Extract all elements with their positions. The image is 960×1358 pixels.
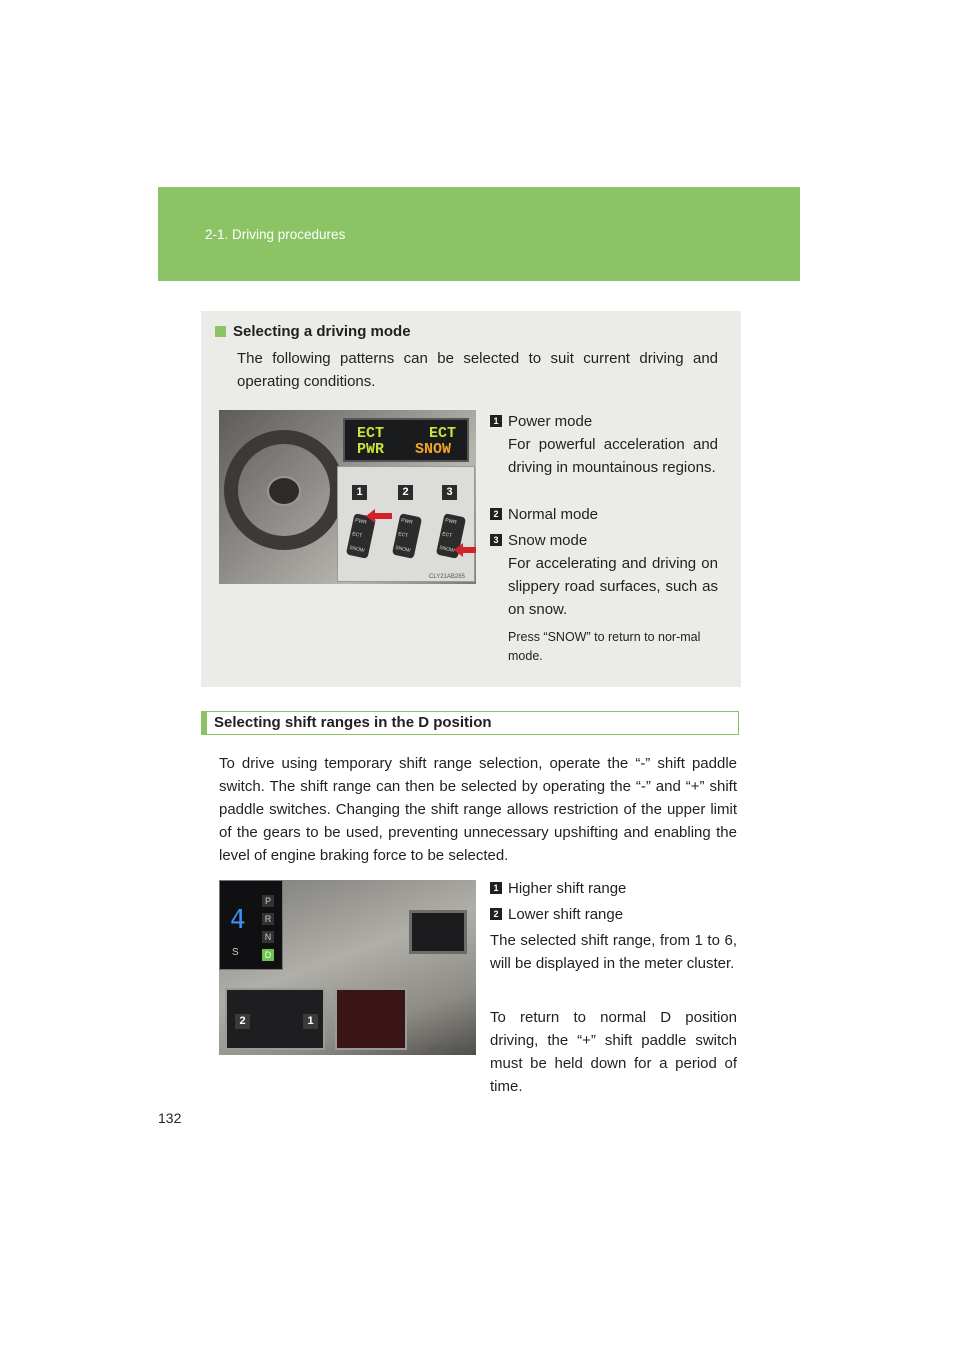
square-bullet-icon <box>215 326 226 337</box>
ect-display-inset <box>343 418 469 462</box>
shift-item-title: Higher shift range <box>508 880 627 897</box>
mode-switch-3: PWR ECT SNOW <box>436 513 466 559</box>
mode-item-power <box>493 410 718 479</box>
mode-item-normal <box>493 503 718 526</box>
shift-range-heading <box>201 711 739 735</box>
mode-item-desc: For accelerating and driving on slippery road surfaces, such as on snow. <box>508 555 718 618</box>
display-ect-right: ECT <box>429 425 457 442</box>
press-arrow-icon <box>374 513 392 519</box>
gear-letter-s: S <box>232 947 239 958</box>
callout-3: 3 <box>442 485 457 500</box>
shift-item-title: Lower shift range <box>508 906 624 923</box>
shift-lever-inset <box>335 988 407 1050</box>
driving-mode-illustration <box>219 410 476 584</box>
mode-switch-1: PWR ECT SNOW <box>346 513 376 559</box>
shift-item-lower <box>493 903 738 926</box>
driving-mode-intro: The following patterns can be selected to suit current driving and operating conditions. <box>237 350 718 390</box>
driving-mode-box <box>201 311 741 687</box>
section-header-bar <box>158 187 800 281</box>
mode-item-snow <box>493 529 718 621</box>
callout-2: 2 <box>398 485 413 500</box>
section-title: 2-1. Driving procedures <box>205 227 346 242</box>
mode-item-title: Snow mode <box>508 532 588 549</box>
callout-1: 1 <box>303 1014 318 1029</box>
paddle-switch-inset <box>225 988 325 1050</box>
gear-letter-r: R <box>262 913 274 925</box>
navigation-screen-graphic <box>409 910 467 954</box>
shift-range-heading-text: Selecting shift ranges in the D position <box>214 714 492 731</box>
gear-indicator-inset <box>219 880 283 970</box>
gear-letter-d: D <box>262 949 274 961</box>
press-arrow-icon <box>462 547 476 553</box>
mode-switch-2: PWR ECT SNOW <box>392 513 422 559</box>
return-to-d-note: To return to normal D position driving, the “+” shift paddle switch must be held down for a period of time. <box>490 1009 737 1095</box>
mode-item-title: Normal mode <box>508 506 599 523</box>
number-2-icon: 2 <box>490 508 502 520</box>
number-1-icon: 1 <box>490 415 502 427</box>
shift-range-body: To drive using temporary shift range selection, operate the “-” shift paddle switch. The shift range can then be selected by operating the “-” and “+” shift paddle switches. Changing the shift range allows restriction of the upper limit of the gears to be used, preventing unnecessary upshifting and enabling the level of engine braking force to be selected. <box>219 755 737 864</box>
page-number: 132 <box>158 1110 182 1126</box>
number-3-icon: 3 <box>490 534 502 546</box>
number-2-icon: 2 <box>490 908 502 920</box>
display-ect-left: ECT <box>357 425 385 442</box>
gear-letter-n: N <box>262 931 274 943</box>
illustration-code: CLY21AB285 <box>429 574 465 580</box>
mode-item-desc: For powerful acceleration and driving in mountainous regions. <box>508 436 718 476</box>
driving-mode-heading-text: Selecting a driving mode <box>233 323 411 340</box>
lexus-logo-graphic <box>267 476 301 506</box>
gear-number-display: 4 <box>230 905 246 935</box>
display-snow: SNOW <box>415 441 452 458</box>
shift-item-higher <box>493 877 738 900</box>
gear-letter-p: P <box>262 895 274 907</box>
number-1-icon: 1 <box>490 882 502 894</box>
shift-range-display-note: The selected shift range, from 1 to 6, will be displayed in the meter cluster. <box>490 932 737 972</box>
illustration-code: CLY21AB300 <box>429 1046 465 1052</box>
snow-mode-note: Press “SNOW” to return to nor-mal mode. <box>508 630 701 663</box>
shift-range-illustration <box>219 880 476 1055</box>
display-pwr: PWR <box>357 441 385 458</box>
driving-mode-heading <box>215 323 411 340</box>
callout-1: 1 <box>352 485 367 500</box>
callout-2: 2 <box>235 1014 250 1029</box>
mode-buttons-inset <box>337 466 475 582</box>
mode-item-title: Power mode <box>508 413 593 430</box>
